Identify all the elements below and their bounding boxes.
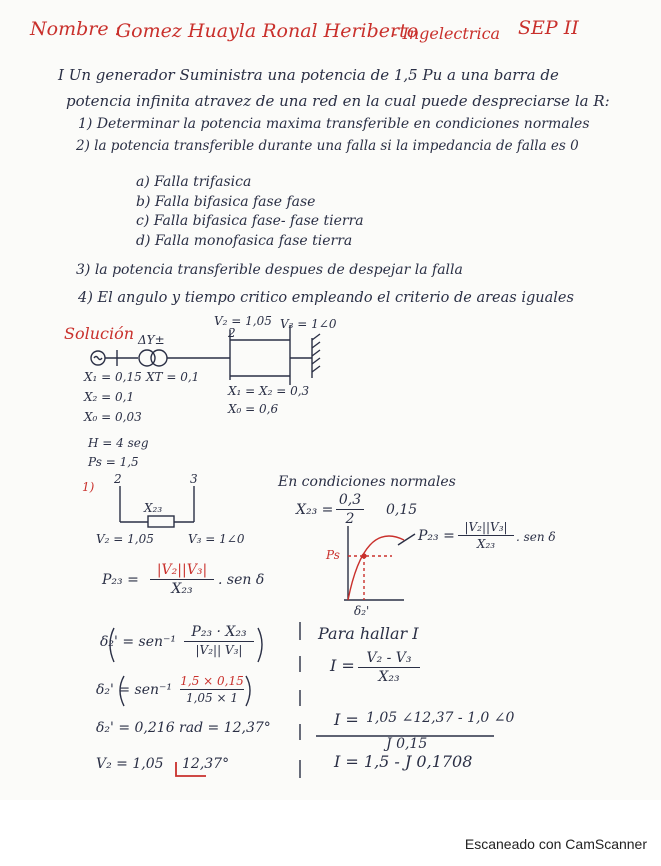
curve-denominator: X₂₃ [476,537,496,551]
problem-item-1: 1) Determinar la potencia maxima transferible en condiciones normales [78,116,590,132]
x2-label: X₂ = 0,1 [84,390,135,404]
p23-denominator: X₂₃ [171,581,193,597]
problem-line-2: potencia infinita atravez de una red en la cual puede despreciarse la R: [66,92,610,110]
delta-equation-2-lhs: δ₂' = sen⁻¹ [96,682,173,698]
inertia-label: H = 4 seg [88,436,149,450]
part-1-label: 1) [82,480,95,494]
problem-line-1: I Un generador Suministra una potencia de 1,5 Pu a una barra de [58,66,559,84]
delta-result: δ₂' = 0,216 rad = 12,37° [96,720,271,736]
xt-label: XT = 0,1 [146,370,200,384]
para-hallar-label: Para hallar I [318,624,419,643]
curve-ps-label: Ps [326,548,340,562]
curve-rhs: . sen δ [516,530,556,544]
problem-item-4: 4) El angulo y tiempo critico empleando el criterio de areas iguales [78,290,574,306]
p23-lhs: P₂₃ = [102,572,139,588]
x23-lhs: X₂₃ = [296,502,334,518]
delta-equation-1-fraction [184,624,254,657]
problem-sub-a: a) Falla trifasica [136,174,252,190]
solution-title: Solución [64,324,135,343]
part-1-v3: V₃ = 1∠0 [188,532,245,546]
delta-equation-2-numerator: 1,5 × 0,15 [180,674,244,688]
problem-sub-b: b) Falla bifasica fase fase [136,194,316,210]
line-x0-label: X₀ = 0,6 [228,402,279,416]
v3-top-label: V₃ = 1∠0 [280,317,337,331]
p23-fraction [150,562,214,597]
x23-value: 0,15 [386,502,418,518]
delta-equation-1-numerator: P₂₃ · X₂₃ [191,624,247,640]
name-label: Nombre : [30,18,122,40]
part-1-bus-3: 3 [190,472,198,486]
v2-result-angle: 12,37° [182,756,230,772]
problem-item-2: 2) la potencia transferible durante una falla si la impedancia de falla es 0 [76,138,579,154]
p23-numerator: |V₂||V₃| [156,562,208,578]
transformer-label: ΔY± [138,333,165,347]
camscanner-footer: Escaneado con CamScanner [464,836,647,852]
delta-equation-2-denominator: 1,05 × 1 [185,691,239,705]
part-1-v2: V₂ = 1,05 [96,532,154,546]
current-equation-1-lhs: I = [330,656,355,675]
x0-label: X₀ = 0,03 [84,410,142,424]
v2-result-lhs: V₂ = 1,05 [96,756,164,772]
problem-sub-d: d) Falla monofasica fase tierra [136,233,353,249]
v2-top-label: V₂ = 1,05 [214,314,272,328]
line-x12-label: X₁ = X₂ = 0,3 [228,384,310,398]
current-equation-2-denominator: J 0,15 [386,736,428,752]
x23-denominator: 2 [345,511,355,527]
current-equation-1-numerator: V₂ - V₃ [366,650,412,666]
delta-equation-1-lhs: δ₂' = sen⁻¹ [100,634,177,650]
curve-delta-label: δ₂' [354,604,370,618]
problem-sub-c: c) Falla bifasica fase- fase tierra [136,213,364,229]
current-equation-2-lhs: I = [334,710,359,729]
bus-2-label: 2 [228,326,236,340]
x23-numerator: 0,3 [338,492,362,508]
current-equation-2-numerator: 1,05 ∠12,37 - 1,0 ∠0 [366,710,515,726]
current-equation-1-fraction [358,650,420,685]
current-result: I = 1,5 - J 0,1708 [334,752,473,771]
x23-fraction [336,492,364,527]
student-name: Gomez Huayla Ronal Heriberto [116,20,419,42]
career-label: - Ingelectrica [392,24,501,43]
part-1-bus-2: 2 [114,472,122,486]
curve-fraction [458,520,514,551]
normal-conditions: En condiciones normales [278,474,456,490]
delta-equation-1-denominator: |V₂|| V₃| [195,643,243,657]
p23-rhs: . sen δ [218,572,265,588]
part-1-x23: X₂₃ [144,501,163,515]
ps-label: Ps = 1,5 [88,455,139,469]
current-equation-1-denominator: X₂₃ [378,669,400,685]
curve-numerator: |V₂||V₃| [464,520,508,534]
semester-label: SEP II [518,17,579,39]
x1-label: X₁ = 0,15 [84,370,142,384]
curve-p23-lhs: P₂₃ = [418,528,455,544]
problem-item-3: 3) la potencia transferible despues de despejar la falla [76,262,463,278]
delta-equation-2-fraction [180,674,244,705]
